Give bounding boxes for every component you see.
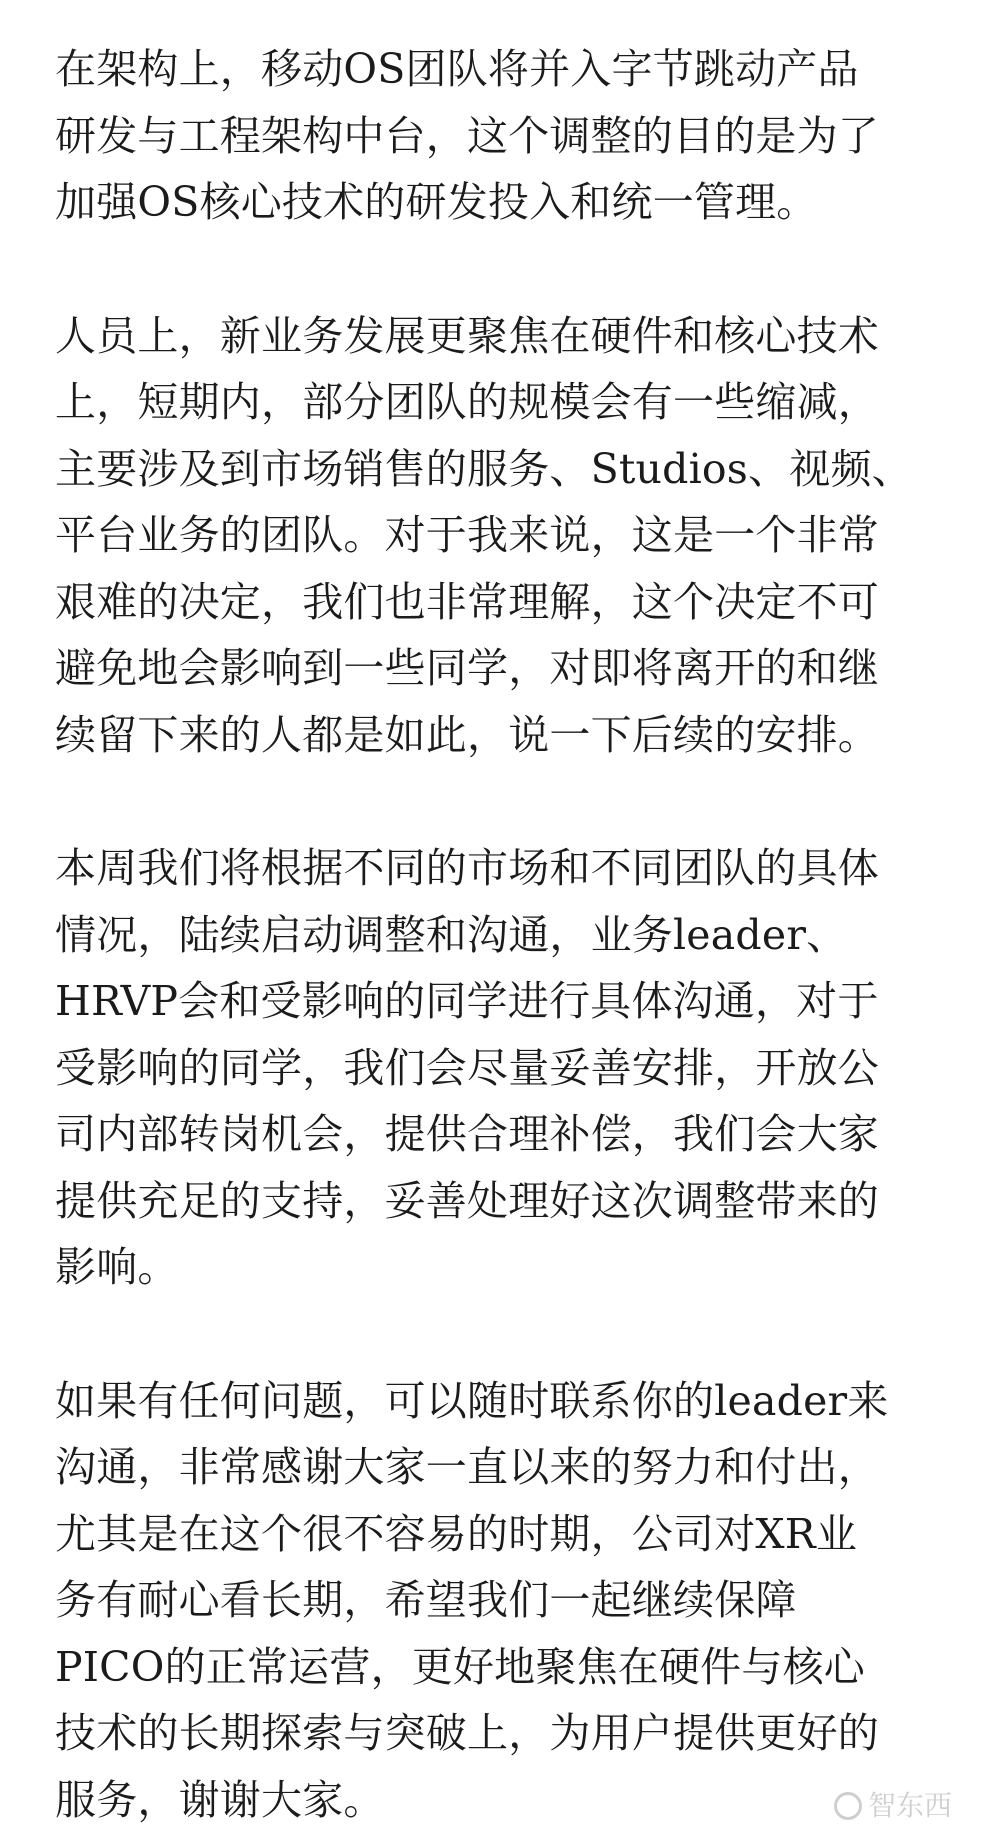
paragraph-closing: 如果有任何问题，可以随时联系你的leader来 沟通，非常感谢大家一直以来的努力和付出， 尤其是在这个很不容易的时期，公司对XR业 务有耐心看长期，希望我们一起继续保障 PICO的正常运营，更好地聚焦在硬件与核心 技术的长期探索与突破上，为用户提供更好的 服务，谢谢大家。	[55, 1368, 952, 1833]
paragraph-architecture: 在架构上，移动OS团队将并入字节跳动产品 研发与工程架构中台，这个调整的目的是为了 加强OS核心技术的研发投入和统一管理。	[55, 36, 952, 236]
paragraph-staffing: 人员上，新业务发展更聚焦在硬件和核心技术 上，短期内，部分团队的规模会有一些缩减， 主要涉及到市场销售的服务、Studios、视频、 平台业务的团队。对于我来说，这是一个非常 艰难的决定，我们也非常理解，这个决定不可 避免地会影响到一些同学，对即将离开的和继 续留下来的人都是如此，说一下后续的安排。	[55, 303, 952, 769]
watermark	[834, 1788, 952, 1824]
paragraph-arrangements: 本周我们将根据不同的市场和不同团队的具体 情况，陆续启动调整和沟通，业务leader、 HRVP会和受影响的同学进行具体沟通，对于 受影响的同学，我们会尽量妥善安排，开放公 司内部转岗机会，提供合理补偿，我们会大家 提供充足的支持，妥善处理好这次调整带来的 影响。	[55, 835, 952, 1301]
watermark-text: 智东西	[868, 1788, 952, 1824]
watermark-logo-icon	[834, 1792, 862, 1820]
